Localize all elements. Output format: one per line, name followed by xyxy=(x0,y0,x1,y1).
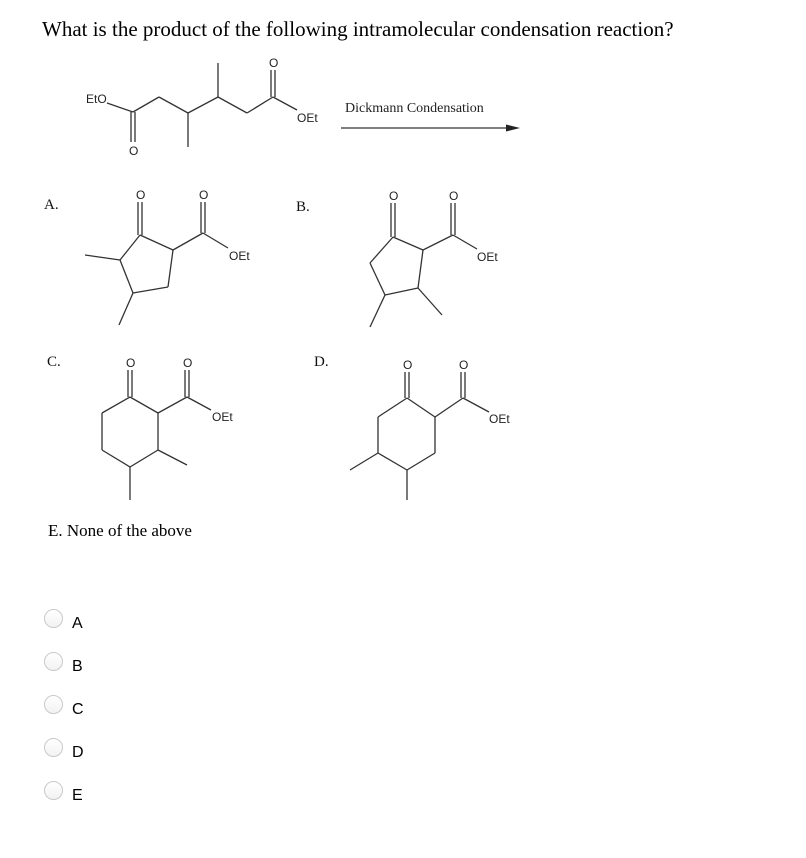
radio-button[interactable] xyxy=(44,781,63,800)
choice-e-text: E. None of the above xyxy=(48,521,192,540)
eto-label: EtO xyxy=(86,92,107,106)
oxygen-label: O xyxy=(459,358,469,372)
oet-label: OEt xyxy=(212,410,233,424)
choice-b-label: B. xyxy=(296,199,310,215)
oet-label: OEt xyxy=(489,412,510,426)
oet-label: OEt xyxy=(297,111,318,125)
reagent-label: Dickmann Condensation xyxy=(345,101,484,116)
oxygen-label: O xyxy=(199,188,209,202)
choice-a-label: A. xyxy=(44,197,59,213)
reactant-structure xyxy=(86,56,318,158)
oxygen-label: O xyxy=(389,189,399,203)
reaction-arrow xyxy=(341,101,520,132)
option-c[interactable] xyxy=(44,689,84,719)
choice-c-structure xyxy=(47,354,233,500)
option-label: B xyxy=(72,658,83,675)
oxygen-label: O xyxy=(129,144,139,158)
oxygen-label: O xyxy=(136,188,146,202)
option-label: E xyxy=(72,787,83,804)
choice-d-structure xyxy=(314,354,510,500)
radio-button[interactable] xyxy=(44,695,63,714)
choice-d-label: D. xyxy=(314,354,329,370)
oet-label: OEt xyxy=(229,249,250,263)
oxygen-label: O xyxy=(126,356,136,370)
oxygen-label: O xyxy=(269,56,279,70)
option-a[interactable] xyxy=(44,603,83,633)
oxygen-label: O xyxy=(449,189,459,203)
option-d[interactable] xyxy=(44,732,84,762)
question-text: What is the product of the following intramolecular condensation reaction? xyxy=(42,17,674,41)
choice-a-structure xyxy=(44,188,250,325)
option-label: A xyxy=(72,615,83,632)
choice-b-structure xyxy=(296,189,498,327)
option-b[interactable] xyxy=(44,646,83,676)
oet-label: OEt xyxy=(477,250,498,264)
choice-c-label: C. xyxy=(47,354,61,370)
radio-button[interactable] xyxy=(44,738,63,757)
option-label: D xyxy=(72,744,84,761)
radio-button[interactable] xyxy=(44,609,63,628)
option-e[interactable] xyxy=(44,775,83,805)
oxygen-label: O xyxy=(403,358,413,372)
oxygen-label: O xyxy=(183,356,193,370)
option-label: C xyxy=(72,701,84,718)
radio-button[interactable] xyxy=(44,652,63,671)
